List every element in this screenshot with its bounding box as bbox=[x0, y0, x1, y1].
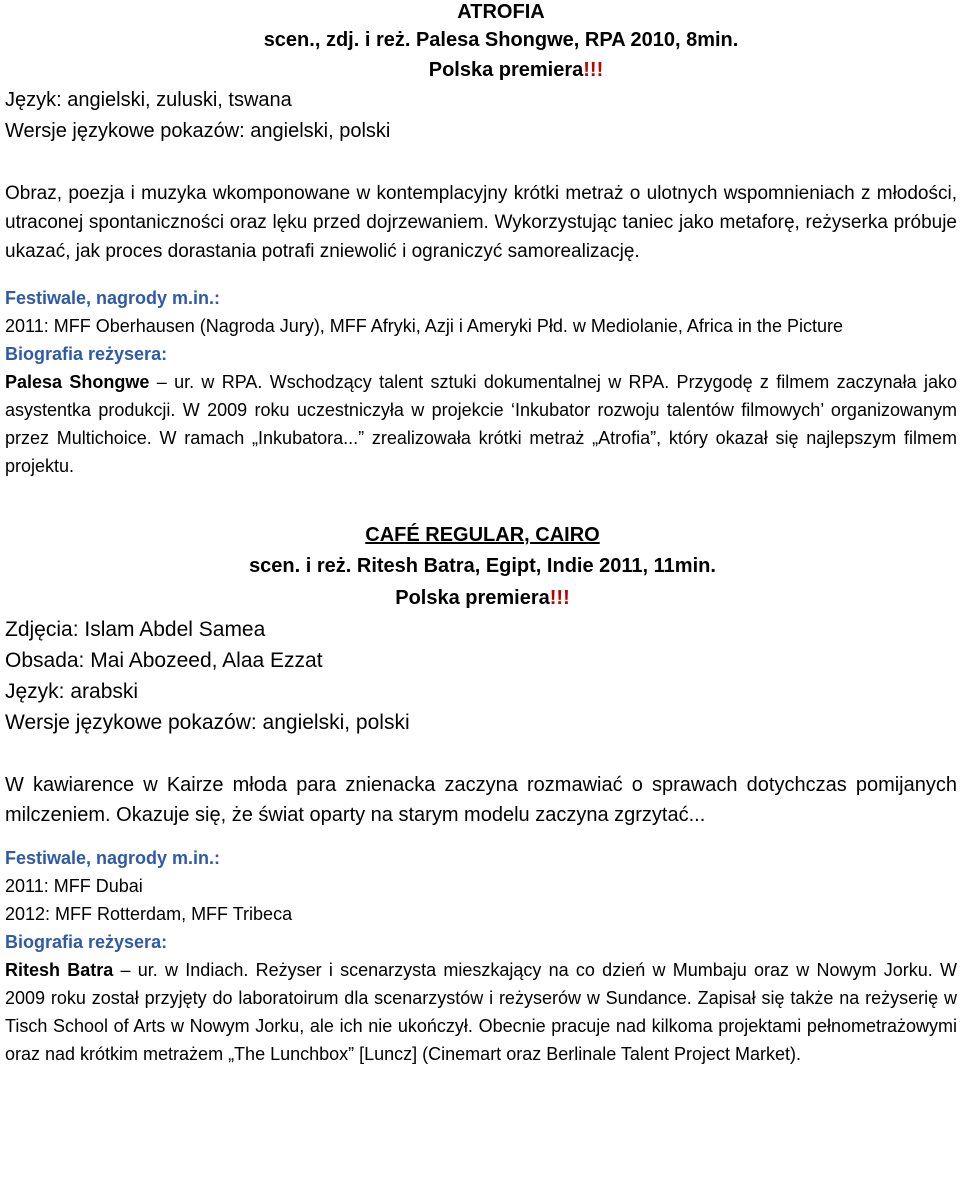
film-synopsis: Obraz, poezja i muzyka wkomponowane w kontemplacyjny krótki metraż o ulotnych wspomnieniach z młodości, utraconej spontaniczności oraz lęku przed dojrzewaniem. Wykorzystując taniec jako metaforę, reżyserka próbuje ukazać, jak proces dorastania potrafi zniewolić i ograniczyć samorealizację. bbox=[5, 183, 957, 262]
premiere-note bbox=[5, 55, 957, 85]
festivals-heading: Festiwale, nagrody m.in.: bbox=[5, 288, 221, 308]
premiere-marks: !!! bbox=[549, 587, 570, 609]
director-bio-text: – ur. w Indiach. Reżyser i scenarzysta mieszkający na co dzień w Mumbaju oraz w Nowym Jorku. W 2009 roku został przyjęty do laboratoirum dla scenarzystów i reżyserów w Sundance. Zapisał się także na reżyserię w Tisch School of Arts w Nowym Jorku, ale ich nie ukończył. Obecnie pracuje nad kilkoma projektami pełnometrażowymi oraz nad krótkim metrażem „The Lunchbox” [Luncz] (Cinemart oraz Berlinale Talent Project Market). bbox=[5, 960, 957, 1064]
film-versions: Wersje językowe pokazów: angielski, polski bbox=[5, 711, 410, 734]
film-title: CAFÉ REGULAR, CAIRO bbox=[365, 524, 600, 546]
film-versions: Wersje językowe pokazów: angielski, polski bbox=[5, 120, 391, 142]
director-bio bbox=[5, 368, 957, 480]
director-bio-text: – ur. w RPA. Wschodzący talent sztuki dokumentalnej w RPA. Przygodę z filmem zaczynała jako asystentka produkcji. W 2009 roku uczestniczyła w projekcie ‘Inkubator rozwoju talentów filmowych’ organizowanym przez Multichoice. W ramach „Inkubatora...” zrealizowała krótki metraż „Atrofia”, który okazał się najlepszym filmem projektu. bbox=[5, 372, 957, 476]
premiere-marks: !!! bbox=[583, 59, 604, 81]
film-section-cafe-regular bbox=[5, 520, 957, 1068]
film-photography: Zdjęcia: Islam Abdel Samea bbox=[5, 618, 266, 641]
festivals-heading: Festiwale, nagrody m.in.: bbox=[5, 848, 221, 868]
document-page bbox=[5, 0, 957, 1068]
bio-heading: Biografia reżysera: bbox=[5, 932, 168, 952]
festival-line: 2011: MFF Oberhausen (Nagroda Jury), MFF Afryki, Azji i Ameryki Płd. w Mediolanie, Africa in the Picture bbox=[5, 316, 843, 336]
festival-line: 2011: MFF Dubai bbox=[5, 876, 143, 896]
bio-heading: Biografia reżysera: bbox=[5, 344, 168, 364]
film-credits: scen., zdj. i reż. Palesa Shongwe, RPA 2010, 8min. bbox=[263, 29, 739, 51]
film-synopsis: W kawiarence w Kairze młoda para znienacka zaczyna rozmawiać o sprawach dotychczas pomijanych milczeniem. Okazuje się, że świat oparty na starym modelu zaczyna zgrzytać... bbox=[5, 774, 957, 826]
film-language: Język: angielski, zuluski, tswana bbox=[5, 89, 292, 111]
film-credits: scen. i reż. Ritesh Batra, Egipt, Indie 2011, 11min. bbox=[249, 555, 716, 577]
director-bio bbox=[5, 956, 957, 1068]
film-section-atrofia bbox=[5, 0, 957, 480]
director-name: Palesa Shongwe bbox=[5, 372, 150, 392]
premiere-note bbox=[5, 582, 957, 614]
festival-line: 2012: MFF Rotterdam, MFF Tribeca bbox=[5, 904, 293, 924]
film-language: Język: arabski bbox=[5, 680, 139, 703]
director-name: Ritesh Batra bbox=[5, 960, 114, 980]
premiere-label: Polska premiera bbox=[428, 59, 584, 81]
film-cast: Obsada: Mai Abozeed, Alaa Ezzat bbox=[5, 649, 323, 672]
premiere-label: Polska premiera bbox=[395, 587, 550, 609]
film-title: ATROFIA bbox=[457, 1, 545, 23]
